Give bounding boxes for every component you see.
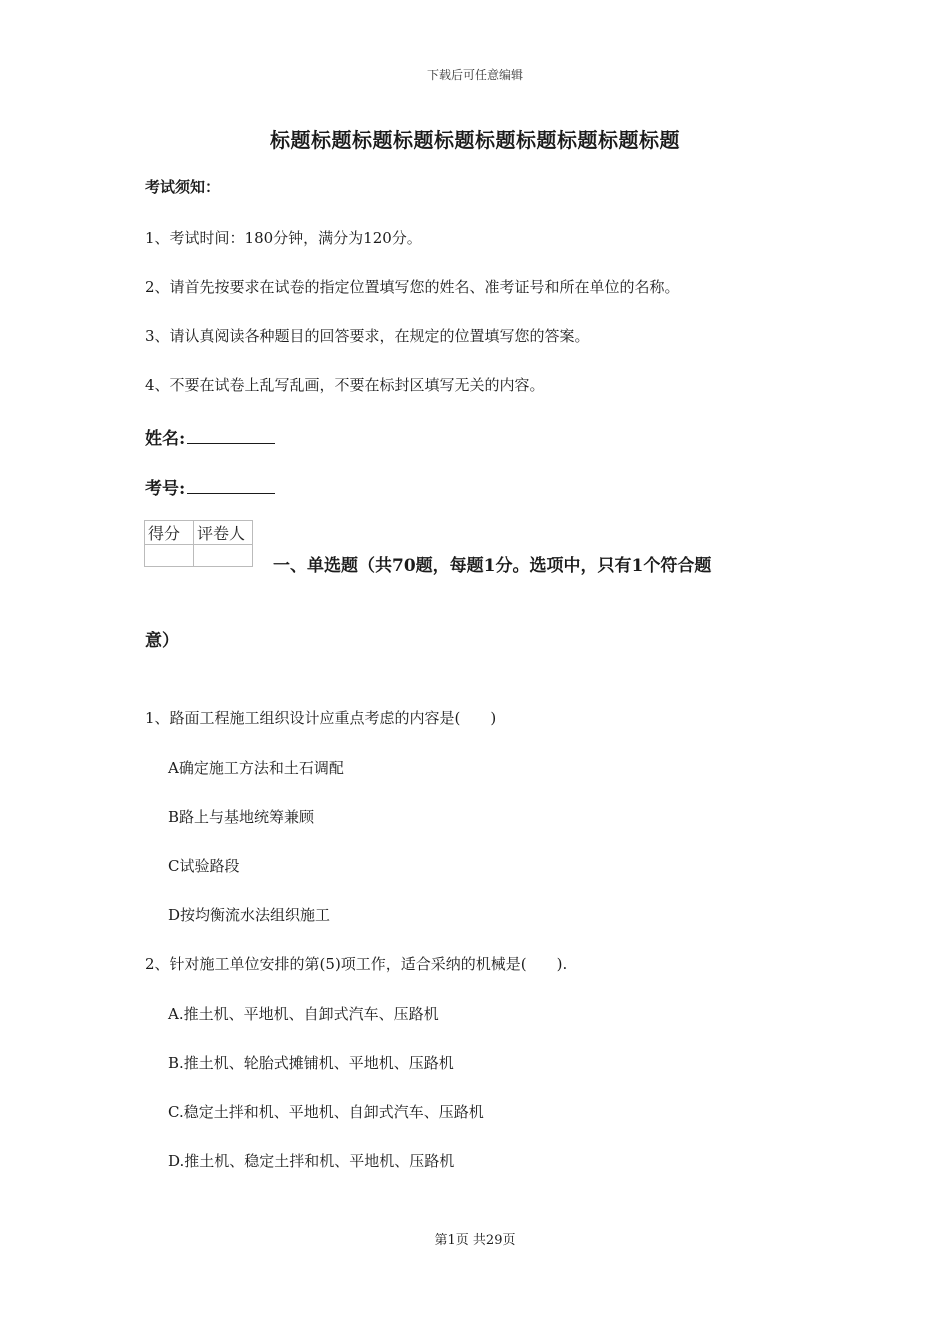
name-field	[145, 424, 275, 449]
question-2-option-c: C.稳定土拌和机、平地机、自卸式汽车、压路机	[168, 1103, 484, 1121]
question-1: 1、路面工程施工组织设计应重点考虑的内容是( )	[145, 709, 497, 727]
exam-number-label: 考号:	[145, 479, 186, 499]
grader-cell[interactable]	[194, 545, 253, 567]
page-footer: 第1页 共29页	[434, 1233, 516, 1248]
question-1-option-a: A确定施工方法和土石调配	[168, 759, 344, 777]
notice-item: 4、不要在试卷上乱写乱画，不要在标封区填写无关的内容。	[145, 376, 545, 394]
section-title: 一、单选题（共70题，每题1分。选项中，只有1个符合题	[273, 556, 712, 576]
score-header: 得分	[145, 521, 194, 545]
header-note: 下载后可任意编辑	[426, 68, 523, 82]
grader-header: 评卷人	[194, 521, 253, 545]
notice-item: 2、请首先按要求在试卷的指定位置填写您的姓名、准考证号和所在单位的名称。	[145, 278, 680, 296]
question-1-option-b: B路上与基地统筹兼顾	[168, 808, 315, 826]
question-2-option-a: A.推土机、平地机、自卸式汽车、压路机	[168, 1005, 439, 1023]
question-1-option-c: C试验路段	[168, 857, 240, 875]
name-blank[interactable]	[187, 427, 275, 444]
notice-item: 3、请认真阅读各种题目的回答要求，在规定的位置填写您的答案。	[145, 327, 590, 345]
section-title-continued: 意）	[145, 631, 179, 651]
question-2-option-b: B.推土机、轮胎式摊铺机、平地机、压路机	[168, 1054, 454, 1072]
question-2: 2、针对施工单位安排的第(5)项工作，适合采纳的机械是( ).	[145, 955, 568, 973]
notice-item: 1、考试时间：180分钟，满分为120分。	[145, 229, 422, 247]
exam-number-blank[interactable]	[187, 477, 275, 494]
score-cell[interactable]	[145, 545, 194, 567]
document-title: 标题标题标题标题标题标题标题标题标题标题	[270, 128, 680, 152]
question-2-option-d: D.推土机、稳定土拌和机、平地机、压路机	[168, 1152, 455, 1170]
score-table	[144, 520, 253, 567]
name-label: 姓名:	[145, 429, 186, 449]
notice-heading: 考试须知：	[145, 178, 221, 196]
exam-number-field	[145, 474, 275, 499]
question-1-option-d: D按均衡流水法组织施工	[168, 906, 331, 924]
